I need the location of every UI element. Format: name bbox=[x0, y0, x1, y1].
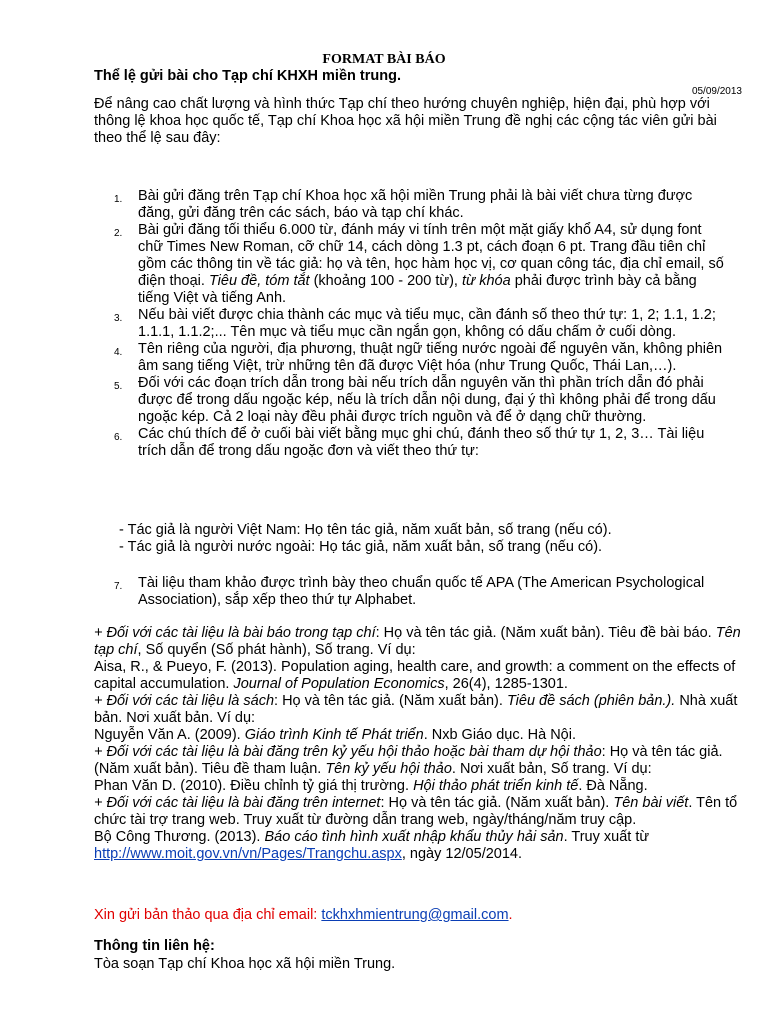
emphasis-text: Hội thảo phát triển kinh tế bbox=[413, 778, 579, 794]
rule-text: . Nơi xuất bản, Số trang. Ví dụ: bbox=[451, 761, 652, 777]
list-item bbox=[94, 426, 724, 460]
list-item-text: (khoảng 100 - 200 từ), bbox=[309, 273, 462, 289]
emphasis-text: Tiêu đề, tóm tắt bbox=[208, 273, 310, 289]
example-text: Phan Văn D. (2010). Điều chỉnh tỷ giá thị trường. bbox=[94, 778, 414, 794]
emphasis-text: Tiêu đề sách (phiên bản.). bbox=[506, 693, 676, 709]
list-item-text: Bài gửi đăng tối thiểu 6.000 từ, đánh máy vi tính trên một mặt giấy khổ A4, sử dụng font chữ Times New Roman, cỡ chữ 14, cách dòng 1.3 pt, cách đoạn 6 pt. Trang đầu tiên chỉ gồm các thông tin về tác giả: họ và tên, học hàm học vị, cơ quan công tác, địa chỉ email, số điện thoại. bbox=[138, 222, 724, 289]
rule-text: : Họ và tên tác giả. (Năm xuất bản). bbox=[274, 693, 507, 709]
list-number: 4. bbox=[114, 347, 123, 358]
list-item bbox=[94, 575, 724, 609]
list-number: 5. bbox=[114, 381, 123, 392]
reference-example-book bbox=[94, 727, 744, 744]
list-number: 3. bbox=[114, 313, 123, 324]
emphasis-text: từ khóa bbox=[461, 273, 511, 289]
submission-email-link[interactable]: tckhxhmientrung@gmail.com bbox=[321, 907, 509, 923]
emphasis-text: Tên kỷ yếu hội thảo bbox=[325, 761, 452, 777]
rule-label: + Đối với các tài liệu là bài đăng trên internet bbox=[94, 795, 381, 811]
reference-formats bbox=[94, 625, 744, 863]
page-title: FORMAT BÀI BÁO bbox=[322, 52, 446, 67]
reference-example-internet bbox=[94, 829, 744, 863]
reference-rule-book bbox=[94, 693, 744, 727]
rule-text: . Tên tổ chức tài trợ trang web. Truy xuất từ đường dẫn trang web, ngày/tháng/năm truy cập. bbox=[94, 795, 738, 828]
rule-text: : Họ và tên tác giả. (Năm xuất bản). Tiêu đề bài báo. bbox=[375, 625, 716, 641]
example-text: Aisa, R., & Pueyo, F. (2013). Population aging, health care, and growth: a comment on the effects of capital accumulation. bbox=[94, 659, 736, 692]
rule-label: + Đối với các tài liệu là bài báo trong tạp chí bbox=[94, 625, 376, 641]
rule-label: + Đối với các tài liệu là sách bbox=[94, 693, 275, 709]
rule-text: Nhà xuất bản. Nơi xuất bản. Ví dụ: bbox=[94, 693, 738, 726]
list-item-text: Các chú thích để ở cuối bài viết bằng mục ghi chú, đánh theo số thứ tự 1, 2, 3… Tài liệu trích dẫn để trong dấu ngoặc đơn và viết theo thứ tự: bbox=[138, 426, 705, 459]
contact-heading: Thông tin liên hệ: bbox=[94, 938, 215, 954]
list-number: 6. bbox=[114, 432, 123, 443]
list-item bbox=[94, 188, 724, 222]
emphasis-text: Báo cáo tình hình xuất nhập khẩu thủy hải sản bbox=[264, 829, 564, 845]
list-item-text: Tài liệu tham khảo được trình bày theo chuẩn quốc tế APA (The American Psychological Association), sắp xếp theo thứ tự Alphabet. bbox=[138, 575, 705, 608]
list-number: 1. bbox=[114, 194, 123, 205]
example-text: Nguyễn Văn A. (2009). bbox=[94, 727, 245, 743]
emphasis-text: Tên bài viết bbox=[613, 795, 689, 811]
list-item bbox=[94, 341, 724, 375]
list-item bbox=[94, 375, 724, 426]
intro-paragraph: Để nâng cao chất lượng và hình thức Tạp chí theo hướng chuyên nghiệp, hiện đại, phù hợp với thông lệ khoa học quốc tế, Tạp chí Khoa học xã hội miền Trung đề nghị các cộng tác viên gửi bài theo thể lệ sau đây: bbox=[94, 96, 717, 146]
example-text: , ngày 12/05/2014. bbox=[401, 846, 523, 862]
submission-text: . bbox=[508, 907, 513, 923]
list-number: 2. bbox=[114, 228, 123, 239]
submission-text: Xin gửi bản thảo qua địa chỉ email: bbox=[94, 907, 322, 923]
list-item-text: Bài gửi đăng trên Tạp chí Khoa học xã hội miền Trung phải là bài viết chưa từng được đăng, gửi đăng trên các sách, báo và tạp chí khác. bbox=[138, 188, 693, 221]
reference-rule-conference bbox=[94, 744, 744, 778]
reference-example-journal bbox=[94, 659, 744, 693]
contact-address: Tòa soạn Tạp chí Khoa học xã hội miền Trung. bbox=[94, 956, 396, 972]
emphasis-text: Tên tạp chí bbox=[94, 625, 741, 658]
example-text: , 26(4), 1285-1301. bbox=[444, 676, 568, 692]
list-item-text: Tên riêng của người, địa phương, thuật ngữ tiếng nước ngoài để nguyên văn, không phiên âm sang tiếng Việt, trừ những tên đã được Việt hóa (như Trung Quốc, Thái Lan,…). bbox=[138, 341, 723, 374]
list-item-text: Đối với các đoạn trích dẫn trong bài nếu trích dẫn nguyên văn thì phần trích dẫn đó phải được để trong dấu ngoặc kép, nếu là trích dẫn nội dung, đại ý thì không phải để trong dấu ngoặc kép. Cả 2 loại này đều phải được trích nguồn và để ở dạng chữ thường. bbox=[138, 375, 716, 425]
example-text: . Nxb Giáo dục. Hà Nội. bbox=[423, 727, 577, 743]
list-number: 7. bbox=[114, 581, 123, 592]
list-item: - Tác giả là người Việt Nam: Họ tên tác giả, năm xuất bản, số trang (nếu có). bbox=[119, 522, 612, 538]
example-text: Bộ Công Thương. (2013). bbox=[94, 829, 265, 845]
reference-example-conference bbox=[94, 778, 744, 795]
list-item-text: phải được trình bày cả bằng tiếng Việt và tiếng Anh. bbox=[138, 273, 697, 306]
list-item bbox=[94, 222, 724, 307]
rule-text: , Số quyển (Số phát hành), Số trang. Ví dụ: bbox=[137, 642, 416, 658]
list-item: - Tác giả là người nước ngoài: Họ tác giả, năm xuất bản, số trang (nếu có). bbox=[119, 539, 603, 555]
emphasis-text: Giáo trình Kinh tế Phát triển bbox=[244, 727, 424, 743]
rules-list bbox=[94, 188, 724, 460]
citation-format-list bbox=[119, 522, 612, 556]
submission-notice bbox=[94, 907, 513, 923]
list-item-text: Nếu bài viết được chia thành các mục và tiểu mục, cần đánh số theo thứ tự: 1, 2; 1.1, 1.2; 1.1.1, 1.1.2;... Tên mục và tiểu mục cần ngắn gọn, không có dấu chấm ở cuối dòng. bbox=[138, 307, 716, 340]
moit-website-link[interactable]: http://www.moit.gov.vn/vn/Pages/Trangchu.aspx bbox=[94, 846, 402, 862]
example-text: . Đà Nẵng. bbox=[578, 778, 648, 794]
rule-text: : Họ và tên tác giả. (Năm xuất bản). bbox=[380, 795, 614, 811]
document-date: 05/09/2013 bbox=[691, 86, 742, 97]
example-text: . Truy xuất từ bbox=[563, 829, 650, 845]
rule-text: : Họ và tên tác giả. (Năm xuất bản). Tiêu đề tham luận. bbox=[94, 744, 723, 777]
reference-rule-journal bbox=[94, 625, 744, 659]
reference-rule-internet bbox=[94, 795, 744, 829]
list-item bbox=[94, 307, 724, 341]
emphasis-text: Journal of Population Economics bbox=[233, 676, 445, 692]
rule-label: + Đối với các tài liệu là bài đăng trên kỷ yếu hội thảo hoặc bài tham dự hội thảo bbox=[94, 744, 602, 760]
page-subtitle: Thể lệ gửi bài cho Tạp chí KHXH miền trung. bbox=[94, 68, 401, 84]
